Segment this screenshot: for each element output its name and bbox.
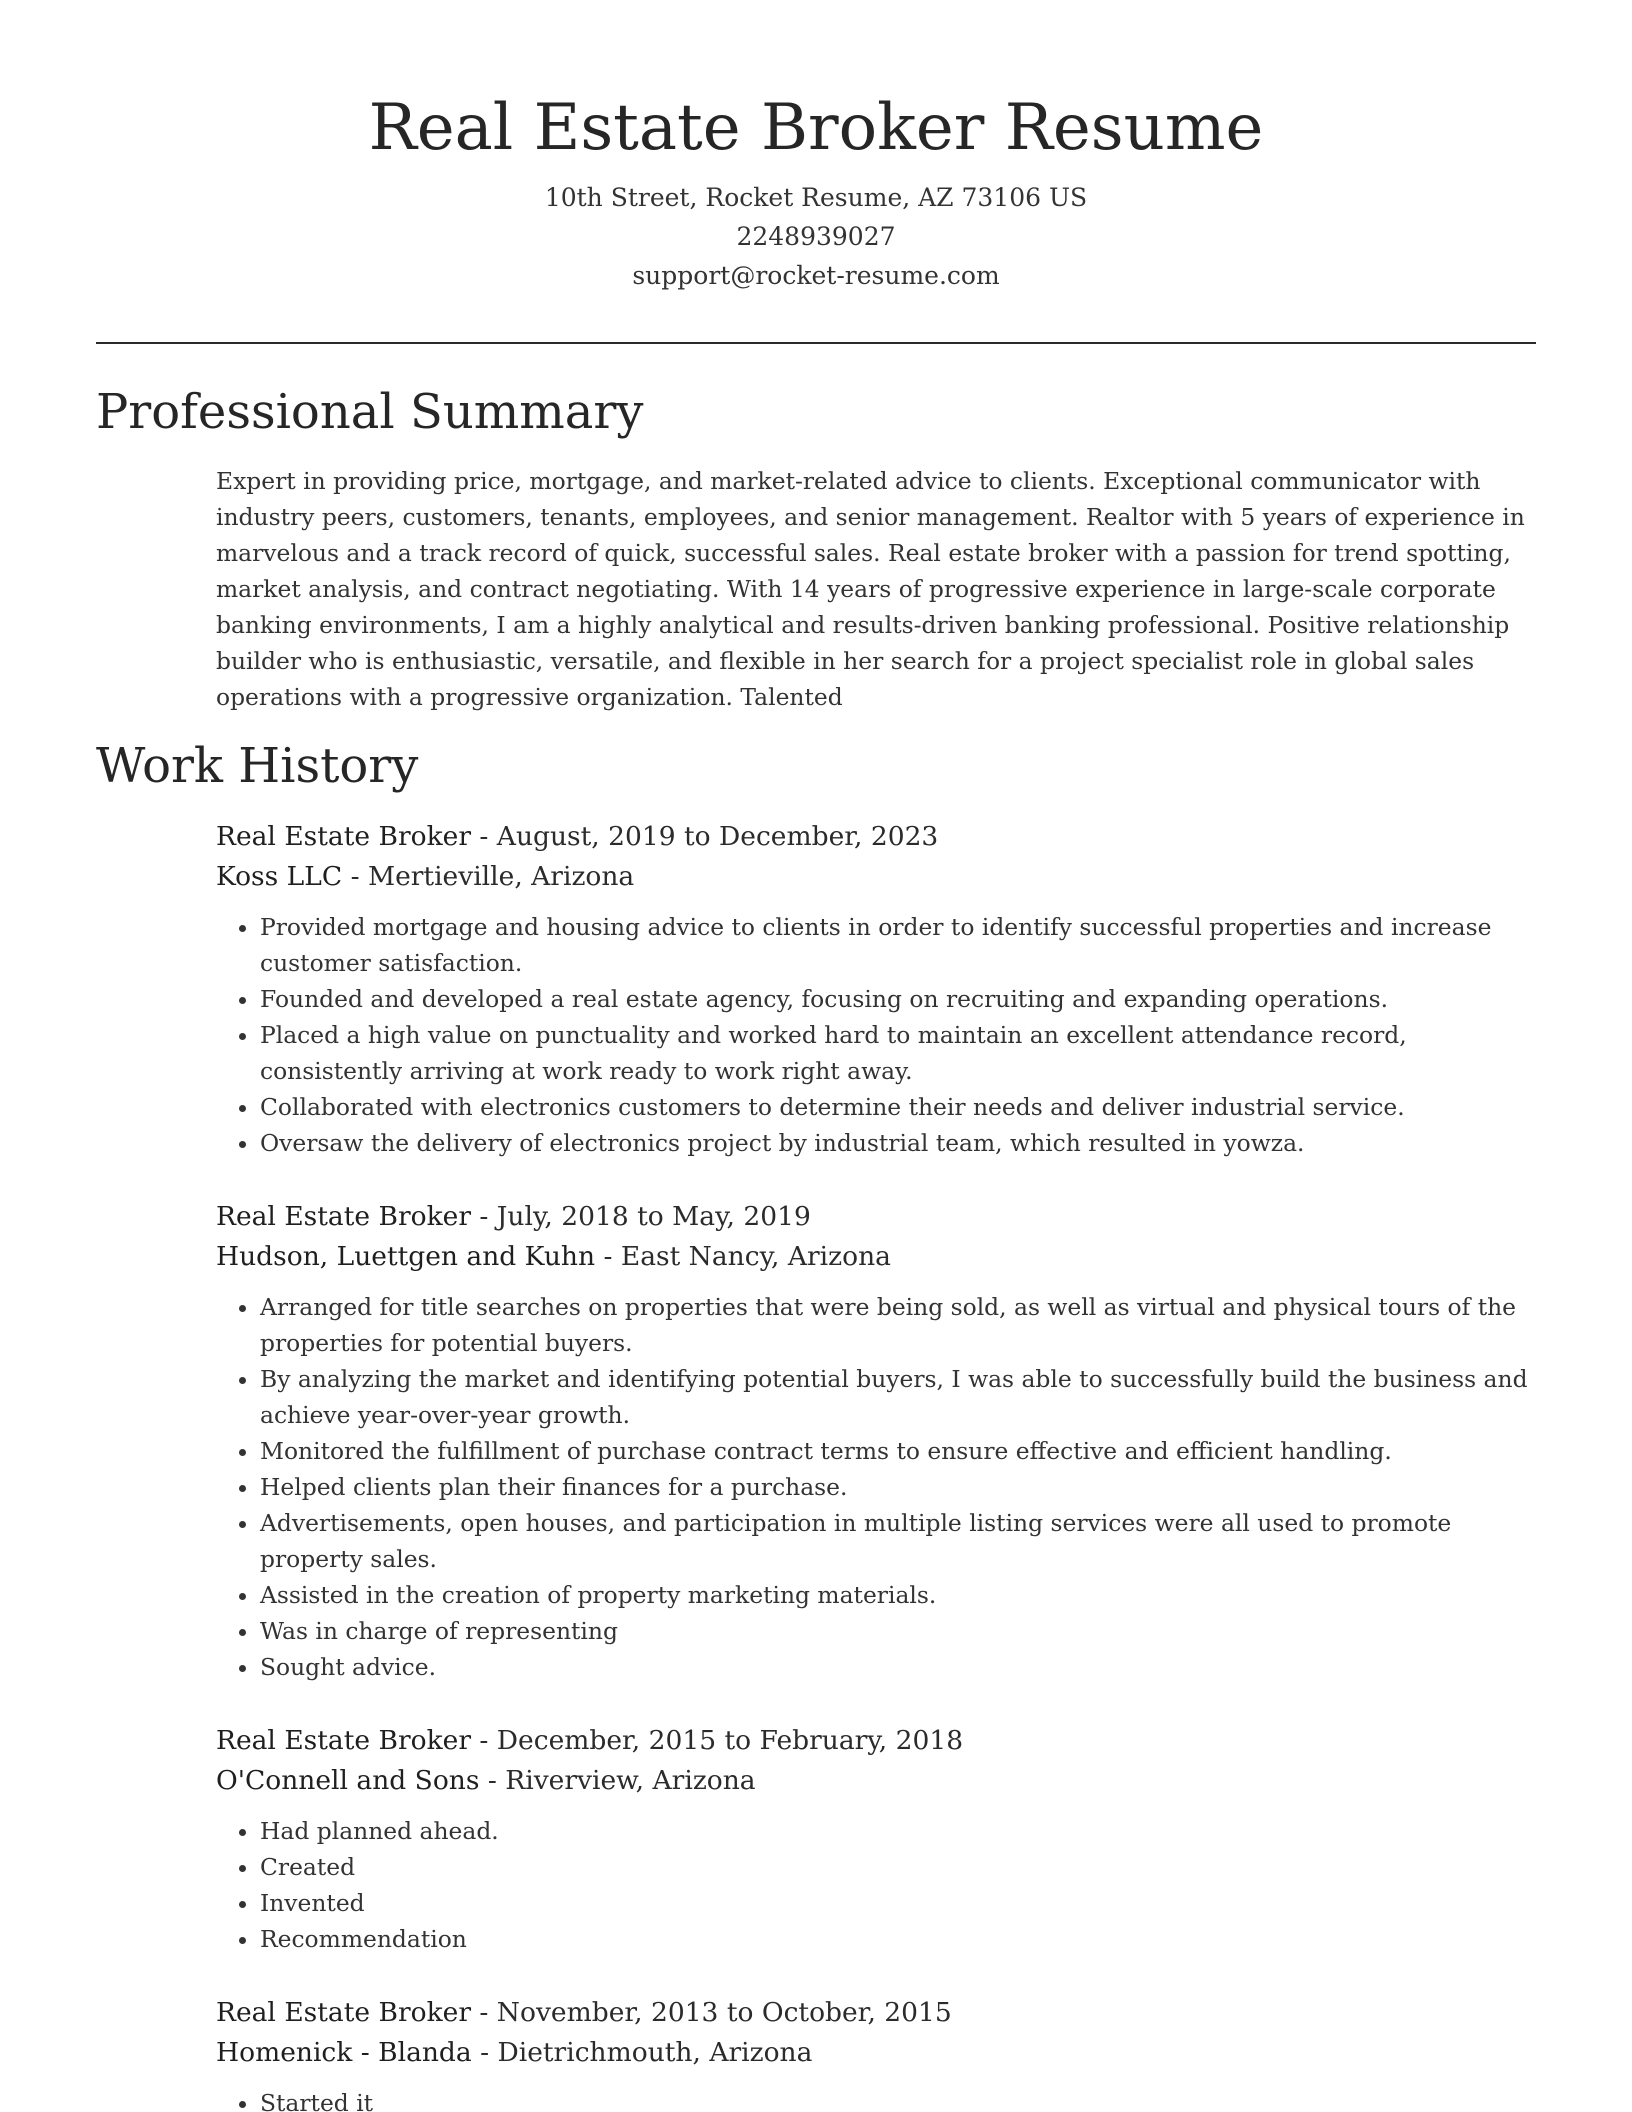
job-bullet: • By analyzing the market and identifying potential buyers, I was able to successfully build the business and achieve year-over-year growth. (260, 1361, 1536, 1433)
job-bullet: • Advertisements, open houses, and participation in multiple listing services were all used to promote property sales. (260, 1505, 1536, 1577)
job-location: - Dietrichmouth, Arizona (471, 2037, 813, 2068)
job-bullet: • Helped clients plan their finances for a purchase. (260, 1469, 1536, 1505)
job-bullet: • Created (260, 1849, 1536, 1885)
job-bullet: • Recommendation (260, 1921, 1536, 1957)
job-bullets (216, 1289, 1536, 1685)
job-dates: - August, 2019 to December, 2023 (471, 821, 939, 852)
job-location: - Mertieville, Arizona (342, 861, 635, 892)
job-bullet: • Provided mortgage and housing advice to clients in order to identify successful properties and increase customer satisfaction. (260, 909, 1536, 981)
resume-header (96, 78, 1536, 295)
job-bullet: • Sought advice. (260, 1649, 1536, 1685)
job-entry (216, 1993, 1536, 2112)
job-role: Real Estate Broker (216, 1997, 471, 2028)
work-history-heading: Work History (96, 738, 419, 794)
job-role: Real Estate Broker (216, 821, 471, 852)
job-company: O'Connell and Sons (216, 1765, 480, 1796)
job-company-line (216, 857, 1536, 897)
job-company-line (216, 1761, 1536, 1801)
header-divider (96, 342, 1536, 344)
job-title-line (216, 817, 1536, 857)
job-bullet: • Started it (260, 2085, 1536, 2112)
job-title-line (216, 1721, 1536, 1761)
job-company-line (216, 1237, 1536, 1277)
job-bullet: • Collaborated with electronics customers to determine their needs and deliver industrial service. (260, 1089, 1536, 1125)
summary-text: Expert in providing price, mortgage, and market-related advice to clients. Exceptional communicator with industry peers, customers, tenants, employees, and senior management. Realtor with 5 years of experience in marvelous and a track record of quick, successful sales. Real estate broker with a passion for trend spotting, market analysis, and contract negotiating. With 14 years of progressive experience in large-scale corporate banking environments, I am a highly analytical and results-driven banking professional. Positive relationship builder who is enthusiastic, versatile, and flexible in her search for a project specialist role in global sales operations with a progressive organization. Talented (216, 467, 1525, 711)
job-dates: - December, 2015 to February, 2018 (471, 1725, 964, 1756)
job-company: Homenick - Blanda (216, 2037, 472, 2068)
job-company: Koss LLC (216, 861, 343, 892)
job-bullet: • Founded and developed a real estate agency, focusing on recruiting and expanding operations. (260, 981, 1536, 1017)
job-bullets (216, 2085, 1536, 2112)
job-bullets (216, 1813, 1536, 1957)
contact-email: support@rocket-resume.com (632, 261, 1000, 290)
job-dates: - November, 2013 to October, 2015 (471, 1997, 952, 2028)
job-location: - Riverview, Arizona (479, 1765, 756, 1796)
job-bullet: • Invented (260, 1885, 1536, 1921)
job-company-line (216, 2033, 1536, 2073)
job-bullet: • Assisted in the creation of property marketing materials. (260, 1577, 1536, 1613)
job-bullet: • Arranged for title searches on properties that were being sold, as well as virtual and physical tours of the properties for potential buyers. (260, 1289, 1536, 1361)
job-role: Real Estate Broker (216, 1201, 471, 1232)
job-role: Real Estate Broker (216, 1725, 471, 1756)
job-bullets (216, 909, 1536, 1161)
job-entry (216, 817, 1536, 1161)
job-title-line (216, 1197, 1536, 1237)
job-bullet: • Was in charge of representing (260, 1613, 1536, 1649)
resume-title: Real Estate Broker Resume (368, 91, 1264, 165)
contact-address: 10th Street, Rocket Resume, AZ 73106 US (544, 183, 1088, 212)
job-company: Hudson, Luettgen and Kuhn (216, 1241, 596, 1272)
contact-phone: 2248939027 (736, 222, 896, 251)
job-entry (216, 1197, 1536, 1685)
job-entry (216, 1721, 1536, 1957)
job-location: - East Nancy, Arizona (595, 1241, 891, 1272)
job-bullet: • Had planned ahead. (260, 1813, 1536, 1849)
job-dates: - July, 2018 to May, 2019 (471, 1201, 811, 1232)
job-bullet: • Placed a high value on punctuality and worked hard to maintain an excellent attendance record, consistently arriving at work ready to work right away. (260, 1017, 1536, 1089)
contact-info (96, 178, 1536, 295)
job-title-line (216, 1993, 1536, 2033)
job-bullet: • Monitored the fulfillment of purchase contract terms to ensure effective and efficient handling. (260, 1433, 1536, 1469)
job-bullet: • Oversaw the delivery of electronics project by industrial team, which resulted in yowza. (260, 1125, 1536, 1161)
summary-heading: Professional Summary (96, 384, 644, 440)
